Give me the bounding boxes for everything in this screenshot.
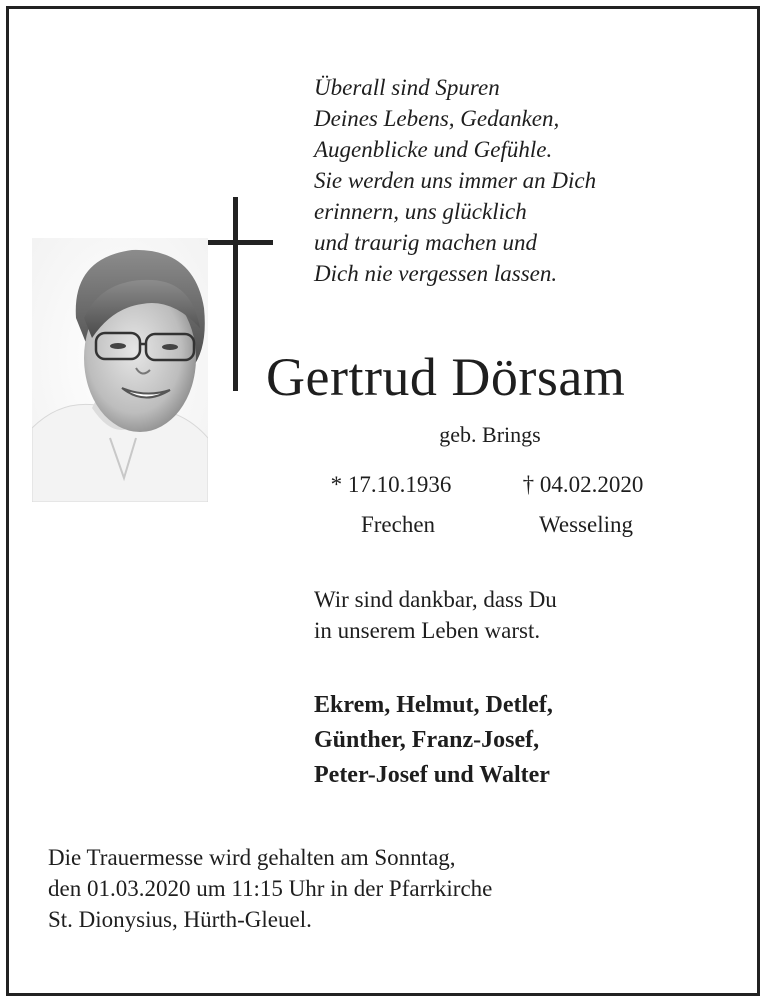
service-line: den 01.03.2020 um 11:15 Uhr in der Pfarrkirche [48, 876, 493, 901]
death-place: Wesseling [539, 512, 633, 537]
poem-line: und traurig machen und [314, 230, 537, 255]
poem-line: Überall sind Spuren [314, 75, 500, 100]
poem [314, 72, 734, 289]
mourners-line: Günther, Franz-Josef, [314, 727, 540, 753]
poem-line: Deines Lebens, Gedanken, [314, 106, 560, 131]
cross-icon-bar [197, 240, 273, 245]
thanks-line: Wir sind dankbar, dass Du [314, 587, 557, 612]
deceased-name: Gertrud Dörsam [266, 347, 626, 407]
portrait-photo [32, 238, 208, 502]
service-line: St. Dionysius, Hürth-Gleuel. [48, 907, 312, 932]
mourners-line: Peter-Josef und Walter [314, 762, 550, 788]
maiden-name: geb. Brings [439, 422, 541, 447]
birth-place: Frechen [360, 512, 436, 537]
thanks-text [314, 584, 557, 646]
cross-icon [233, 197, 238, 391]
mourners-line: Ekrem, Helmut, Detlef, [314, 692, 553, 718]
death-date: † 04.02.2020 [522, 472, 644, 497]
poem-line: Dich nie vergessen lassen. [314, 261, 558, 286]
poem-line: Augenblicke und Gefühle. [314, 137, 553, 162]
poem-line: erinnern, uns glücklich [314, 199, 527, 224]
poem-line: Sie werden uns immer an Dich [314, 168, 597, 193]
mourners [314, 688, 553, 793]
birth-date: * 17.10.1936 [330, 472, 452, 497]
service-info [48, 842, 492, 935]
service-line: Die Trauermesse wird gehalten am Sonntag, [48, 845, 456, 870]
thanks-line: in unserem Leben warst. [314, 618, 541, 643]
